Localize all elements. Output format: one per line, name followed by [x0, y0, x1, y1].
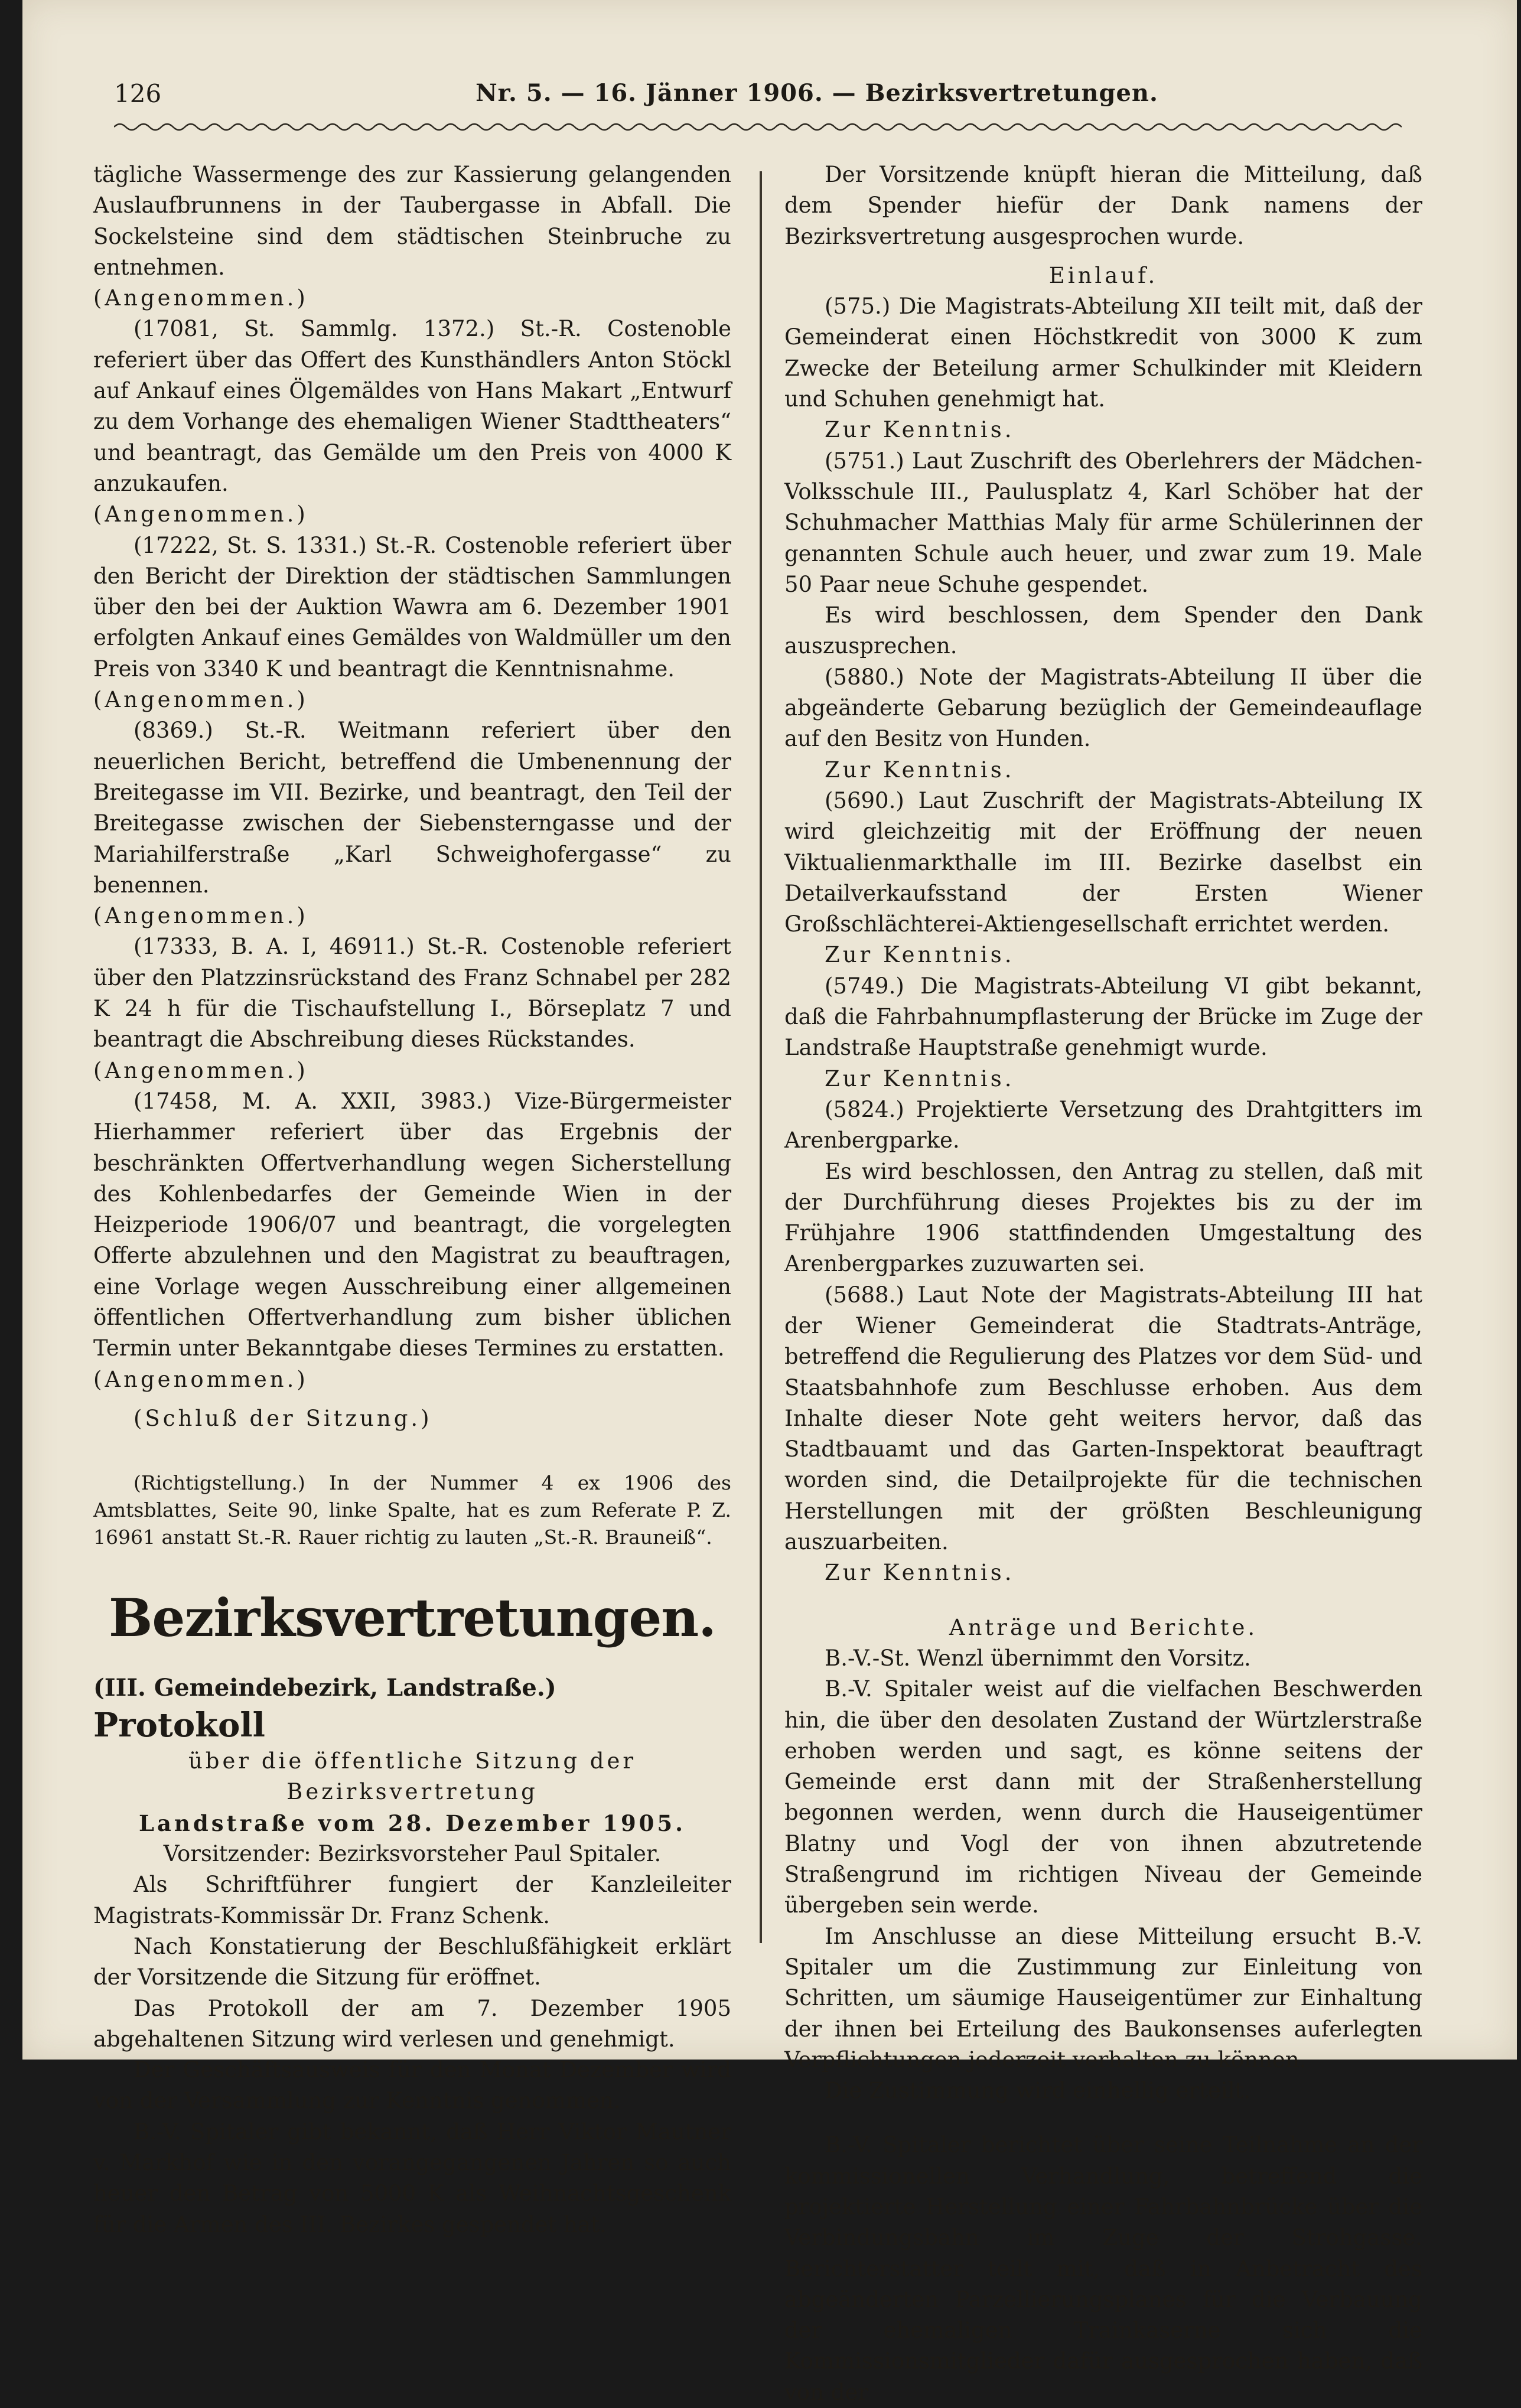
protocol-date: Landstraße vom 28. Dezember 1905. [138, 1810, 686, 1836]
paragraph: (5824.) Projektierte Versetzung des Drahtgitters im Arenbergparke. [784, 1096, 1422, 1154]
running-title: Nr. 5. — 16. Jänner 1906. — Bezirksvertretungen. [475, 79, 1158, 107]
district-heading: (III. Gemeindebezirk, Landstraße.) [93, 1674, 556, 1702]
protocol-heading: Protokoll [93, 1706, 265, 1745]
paragraph: Als Schriftführer fungiert der Kanzleileiter Magistrats-Kommissär Dr. Franz Schenk. [93, 1872, 731, 1928]
page-number: 126 [114, 79, 162, 108]
paragraph: (5751.) Laut Zuschrift des Oberlehrers der Mädchen-Volksschule III., Paulusplatz 4, Karl Schöber hat der Schuhmacher Matthias Maly für arme Schülerinnen der genannten Schule auch heuer, und zwar zum 19. Male 50 Paar neue Schuhe gespendet. [784, 448, 1422, 597]
correction-note: (Richtigstellung.) In der Nummer 4 ex 1906 des Amtsblattes, Seite 90, linke Spalte, hat es zum Referate P. Z. 16961 anstatt St.-R. Rauer richtig zu lauten „St.-R. Brauneiß“. [93, 1471, 731, 1549]
paragraph: (5688.) Laut Note der Magistrats-Abteilung III hat der Wiener Gemeinderat die Stadtrats-Anträge, betreffend die Regulierung des Platzes vor dem Süd- und Staatsbahnhofe zum Beschlusse erhoben. Aus dem Inhalte dieser Note geht weiters hervor, daß das Stadtbauamt und das Garten-Inspektorat beauftragt worden sind, die Detailprojekte für die technischen Herstellungen mit der größten Beschleunigung auszuarbeiten. [784, 1282, 1422, 1555]
decision: Zur Kenntnis. [825, 417, 1015, 443]
decision: Zur Kenntnis. [825, 1560, 1015, 1586]
decision: Es wird beschlossen, dem Spender den Dank auszusprechen. [784, 602, 1422, 659]
paragraph: Es wird beschlossen, den Antrag zu stellen, daß mit der Durchführung dieses Projektes bis zu der im Frühjahre 1906 stattfindenden Umgestaltung des Arenbergparkes zuzuwarten sei. [784, 1158, 1422, 1277]
protocol-subtitle: über die öffentliche Sitzung der Bezirksvertretung [188, 1748, 637, 1805]
session-end: (Schluß der Sitzung.) [133, 1405, 432, 1431]
paragraph: B.-V. Spitaler weist auf die vielfachen Beschwerden hin, die über den desolaten Zustand der Würtzlerstraße erhoben werden und sagt, es könne seitens der Gemeinde erst dann mit der Straßenherstellung begonnen werden, wenn durch die Hauseigentümer Blatny und Vogl der von ihnen abzutretende Straßengrund im richtigen Niveau der Gemeinde übergeben sein werde. [784, 1676, 1422, 1918]
header-wavy-rule [114, 118, 1402, 136]
chairman-line: Vorsitzender: Bezirksvorsteher Paul Spitaler. [163, 1841, 662, 1867]
decision: (Angenommen.) [93, 285, 308, 311]
paragraph: (5690.) Laut Zuschrift der Magistrats-Abteilung IX wird gleichzeitig mit der Eröffnung der neuen Viktualienmarkthalle im III. Bezirke daselbst ein Detailverkaufsstand der Ersten Wiener Großschlächterei-Aktiengesellschaft errichtet werden. [784, 787, 1422, 937]
column-divider [760, 171, 762, 1943]
paragraph: (17222, St. S. 1331.) St.-R. Costenoble referiert über den Bericht der Direktion der städtischen Sammlungen über den bei der Auktion Wawra am 6. Dezember 1901 erfolgten Ankauf eines Gemäldes von Waldmüller um den Preis von 3340 K und beantragt die Kenntnisnahme. [93, 532, 731, 682]
left-column [93, 159, 731, 2240]
paragraph: (5880.) Note der Magistrats-Abteilung II über die abgeänderte Gebarung bezüglich der Gemeindeauflage auf den Besitz von Hunden. [784, 664, 1422, 752]
right-column [784, 159, 1422, 2408]
paragraph: (17081, St. Sammlg. 1372.) St.-R. Costenoble referiert über das Offert des Kunsthändlers Anton Stöckl auf Ankauf eines Ölgemäldes von Hans Makart „Entwurf zu dem Vorhange des ehemaligen Wiener Stadttheaters“ und beantragt, das Gemälde um den Preis von 4000 K anzukaufen. [93, 316, 731, 496]
paragraph: tägliche Wassermenge des zur Kassierung gelangenden Auslaufbrunnens in der Taubergasse in Abfall. Die Sockelsteine sind dem städtischen Steinbruche zu entnehmen. [93, 162, 731, 280]
paragraph: Das Protokoll der am 7. Dezember 1905 abgehaltenen Sitzung wird verlesen und genehmigt. [93, 1995, 731, 2052]
decision: Die Zustimmung wird einhellig erteilt. [825, 2078, 1251, 2104]
paragraph: (17458, M. A. XXII, 3983.) Vize-Bürgermeister Hierhammer referiert über das Ergebnis der beschränkten Offertverhandlung wegen Sicherstellung des Kohlenbedarfes der Gemeinde Wien in der Heizperiode 1906/07 und beantragt, die vorgelegten Offerte abzulehnen und den Magistrat zu beauftragen, eine Vorlage wegen Ausschreibung einer allgemeinen öffentlichen Offertverhandlung zum bisher üblichen Termin unter Bekanntgabe dieses Termines zu erstatten. [93, 1088, 731, 1361]
decision: (Angenommen.) [93, 687, 308, 713]
paragraph: B.-V.-St. Wenzl übernimmt den Vorsitz. [825, 1645, 1251, 1671]
decision: Zur Kenntnis. [825, 1065, 1015, 1091]
subheading-einlauf: Einlauf. [1048, 262, 1158, 288]
page-header [114, 71, 1402, 118]
paragraph: (8369.) St.-R. Weitmann referiert über den neuerlichen Bericht, betreffend die Umbenennung der Breitegasse im VII. Bezirke, und beantragt, den Teil der Breitegasse zwischen der Siebensterngasse und der Mariahilferstraße „Karl Schweighofergasse“ zu benennen. [93, 718, 731, 898]
paragraph: (17333, B. A. I, 46911.) St.-R. Costenoble referiert über den Platzzinsrückstand des Franz Schnabel per 282 K 24 h für die Tischaufstellung I., Börseplatz 7 und beantragt die Abschreibung dieses Rückstandes. [93, 934, 731, 1053]
paragraph: Der Geschäftsausweis für den Monat Dezember wird von der Versammlung zur Kenntnis genommen. [93, 2057, 731, 2114]
decision: (Angenommen.) [93, 1366, 308, 1392]
paragraph: Nach Konstatierung der Beschlußfähigkeit erklärt der Vorsitzende die Sitzung für eröffnet. [93, 1933, 731, 1990]
paragraph: Im Anschlusse an diese Mitteilung ersucht B.-V. Spitaler um die Zustimmung zur Einleitung von Schritten, um säumige Hauseigentümer zur Einhaltung der ihnen bei Erteilung des Baukonsenses auferlegten Verpflichtungen jederzeit verhalten zu können. [784, 1923, 1422, 2073]
section-title: Bezirksvertretungen. [109, 1587, 716, 1649]
decision: (Angenommen.) [93, 1057, 308, 1083]
decision: (Angenommen.) [93, 501, 308, 527]
paragraph: Der Vorsitzende knüpft hieran die Mitteilung, daß dem Spender hiefür der Dank namens der Bezirksvertretung ausgesprochen wurde. [784, 162, 1422, 249]
decision: Zur Kenntnis. [825, 942, 1015, 968]
subheading-antraege: Anträge und Berichte. [949, 1614, 1258, 1640]
paragraph: B.-V. Spitaler berichtet über seine Teilnahme an der kommissionellen Verhandlung, betreffend die projektierte Herstellung einer Fahrbahnbrücke über die Verbindungsbahn im Zuge der Strohgasse. Berichterstatter teilt mit, daß in Anbetracht des abgeänderten Parzellierungsplanes für die Verbauung der ehemaligen Trainkaserne sich die Kommissionsmitglieder dafür ausgesprochen haben, daß von der [784, 2132, 1422, 2405]
decision: Zur Kenntnis. [825, 757, 1015, 783]
paragraph: (5749.) Die Magistrats-Abteilung VI gibt bekannt, daß die Fahrbahnumpflasterung der Brücke im Zuge der Landstraße Hauptstraße genehmigt wurde. [784, 973, 1422, 1061]
paragraph: (575.) Die Magistrats-Abteilung XII teilt mit, daß der Gemeinderat einen Höchstkredit von 3000 K zum Zwecke der Beteilung armer Schulkinder mit Kleidern und Schuhen genehmigt hat. [784, 294, 1422, 412]
paragraph: B.-V. Spitaler gibt bekannt, daß Herr Viktor Mautner v. Markhof wie in den vorangegangenen Jahren so auch heuer den Betrag von 5000 K als Weihnachtsgeschenk für die Armen des III. Bezirkes gespendet hat. [93, 2119, 731, 2237]
newspaper-page [22, 0, 1517, 2405]
decision: (Angenommen.) [93, 903, 308, 929]
